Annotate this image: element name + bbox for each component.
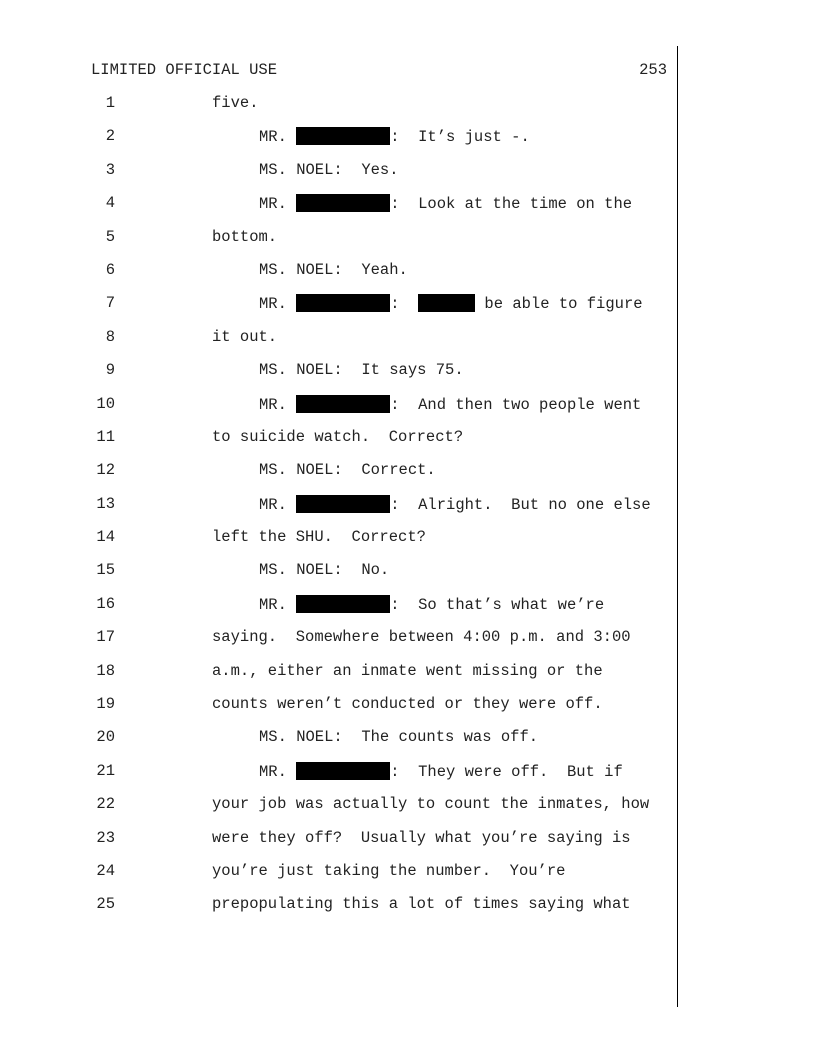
speech-text: : They were off. But if bbox=[390, 762, 623, 781]
line-text: prepopulating this a lot of times saying what bbox=[212, 895, 631, 914]
line-number: 17 bbox=[96, 628, 115, 647]
line-number: 5 bbox=[105, 227, 115, 246]
line-number: 22 bbox=[96, 795, 115, 814]
transcript-line bbox=[0, 895, 816, 928]
line-number: 2 bbox=[105, 127, 115, 146]
page-number: 253 bbox=[639, 61, 667, 79]
line-text: to suicide watch. Correct? bbox=[212, 427, 464, 446]
line-number: 10 bbox=[96, 394, 115, 413]
line-number: 18 bbox=[96, 661, 115, 680]
line-number: 3 bbox=[105, 160, 115, 179]
redaction-bar bbox=[296, 395, 390, 413]
transcript-body bbox=[0, 94, 816, 929]
line-text: saying. Somewhere between 4:00 p.m. and 3:00 bbox=[212, 628, 631, 647]
speaker-prefix: MR. bbox=[259, 295, 297, 314]
transcript-line bbox=[0, 528, 816, 561]
line-text: MS. NOEL: Correct. bbox=[259, 461, 436, 480]
transcript-line bbox=[0, 361, 816, 394]
speech-text: : It’s just -. bbox=[390, 128, 530, 147]
line-text: it out. bbox=[212, 327, 278, 346]
redaction-bar bbox=[418, 294, 475, 312]
line-text: MS. NOEL: Yes. bbox=[259, 160, 399, 179]
transcript-line bbox=[0, 495, 816, 528]
redaction-bar bbox=[296, 762, 390, 780]
redaction-bar bbox=[296, 127, 390, 145]
speaker-line bbox=[259, 294, 643, 313]
transcript-line bbox=[0, 428, 816, 461]
redaction-bar bbox=[296, 595, 390, 613]
line-text: you’re just taking the number. You’re bbox=[212, 861, 566, 880]
line-number: 23 bbox=[96, 828, 115, 847]
line-text: MS. NOEL: It says 75. bbox=[259, 361, 464, 380]
line-text: five. bbox=[212, 94, 259, 112]
line-number: 15 bbox=[96, 561, 115, 580]
line-number: 13 bbox=[96, 494, 115, 513]
line-number: 19 bbox=[96, 695, 115, 714]
line-number: 1 bbox=[105, 94, 115, 112]
line-number: 16 bbox=[96, 594, 115, 613]
speaker-prefix: MR. bbox=[259, 395, 297, 414]
line-number: 9 bbox=[105, 361, 115, 380]
transcript-line bbox=[0, 829, 816, 862]
transcript-line bbox=[0, 728, 816, 761]
line-number: 6 bbox=[105, 260, 115, 279]
redaction-bar bbox=[296, 194, 390, 212]
speaker-prefix: MR. bbox=[259, 195, 297, 214]
line-number: 7 bbox=[105, 294, 115, 313]
line-number: 11 bbox=[96, 427, 115, 446]
speech-text: : So that’s what we’re bbox=[390, 595, 605, 614]
redaction-bar bbox=[296, 495, 390, 513]
transcript-line bbox=[0, 328, 816, 361]
line-number: 4 bbox=[105, 194, 115, 213]
line-number: 8 bbox=[105, 327, 115, 346]
transcript-line bbox=[0, 461, 816, 494]
transcript-line bbox=[0, 228, 816, 261]
transcript-line bbox=[0, 94, 816, 127]
transcript-line bbox=[0, 561, 816, 594]
transcript-line bbox=[0, 161, 816, 194]
transcript-line bbox=[0, 862, 816, 895]
line-number: 24 bbox=[96, 861, 115, 880]
transcript-line bbox=[0, 127, 816, 160]
speech-text: : And then two people went bbox=[390, 395, 642, 414]
speaker-prefix: MR. bbox=[259, 762, 297, 781]
speaker-line bbox=[259, 595, 604, 614]
line-text: MS. NOEL: No. bbox=[259, 561, 390, 580]
line-text: were they off? Usually what you’re saying is bbox=[212, 828, 631, 847]
line-number: 14 bbox=[96, 528, 115, 547]
speaker-line bbox=[259, 194, 632, 213]
line-number: 21 bbox=[96, 761, 115, 780]
transcript-line bbox=[0, 695, 816, 728]
line-number: 25 bbox=[96, 895, 115, 914]
redaction-bar bbox=[296, 294, 390, 312]
line-text: your job was actually to count the inmates, how bbox=[212, 795, 650, 814]
line-text: left the SHU. Correct? bbox=[212, 528, 426, 547]
speaker-line bbox=[259, 495, 651, 514]
transcript-line bbox=[0, 795, 816, 828]
transcript-line bbox=[0, 294, 816, 327]
line-text: bottom. bbox=[212, 227, 278, 246]
line-number: 20 bbox=[96, 728, 115, 747]
speech-text: : Alright. But no one else bbox=[390, 495, 651, 514]
transcript-line bbox=[0, 194, 816, 227]
transcript-line bbox=[0, 261, 816, 294]
line-text: MS. NOEL: The counts was off. bbox=[259, 728, 539, 747]
transcript-line bbox=[0, 762, 816, 795]
transcript-line bbox=[0, 662, 816, 695]
transcript-line bbox=[0, 395, 816, 428]
line-number: 12 bbox=[96, 461, 115, 480]
speaker-prefix: MR. bbox=[259, 495, 297, 514]
classification-header: LIMITED OFFICIAL USE bbox=[91, 61, 278, 79]
line-text: a.m., either an inmate went missing or the bbox=[212, 661, 603, 680]
transcript-line bbox=[0, 595, 816, 628]
speaker-prefix: MR. bbox=[259, 128, 297, 147]
speaker-line bbox=[259, 395, 641, 414]
line-text: MS. NOEL: Yeah. bbox=[259, 260, 408, 279]
speech-text-continued: be able to figure bbox=[475, 295, 643, 314]
speaker-line bbox=[259, 762, 623, 781]
transcript-line bbox=[0, 628, 816, 661]
speaker-prefix: MR. bbox=[259, 595, 297, 614]
speaker-line bbox=[259, 127, 530, 146]
speech-text: : Look at the time on the bbox=[390, 195, 633, 214]
speech-text: : bbox=[390, 295, 419, 314]
line-text: counts weren’t conducted or they were off. bbox=[212, 695, 603, 714]
